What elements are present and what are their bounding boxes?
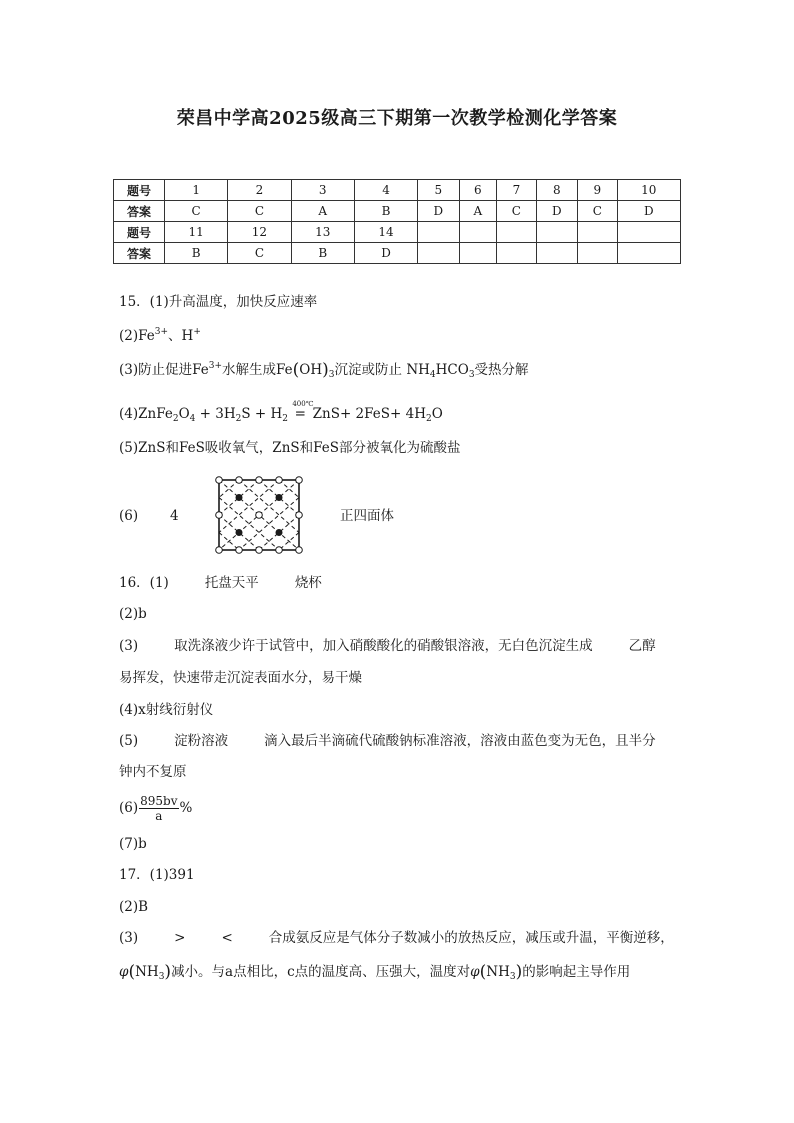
answer-table-row-header: 题号 [114,180,165,201]
answer-table-cell [578,222,618,243]
q15-part6-value: 4 [170,508,179,524]
answer-table-cell: B [354,201,417,222]
q15-part1: 15．(1)升高温度，加快反应速率 [119,294,318,310]
answer-table-cell: 3 [291,180,354,201]
answer-table-cell: 2 [228,180,291,201]
answer-table-cell [617,222,680,243]
reaction-condition: 400℃ [292,400,314,408]
answer-table-row-header: 题号 [114,222,165,243]
answer-table-cell: D [354,243,417,264]
answer-table-cell: 11 [165,222,228,243]
answer-table-row [114,180,681,201]
q17-part1: 17．(1)391 [119,867,195,883]
answer-table-cell [536,222,577,243]
q15-part4-equation: $(4)ZnFe_2O_4 + 3H_2S + H_2$ 400℃ = $ZnS+ 2FeS+ 4H_2O$ [119,404,443,424]
answer-table-cell: D [536,201,577,222]
answer-table-cell: 14 [354,222,417,243]
page-title: 荣昌中学高2025级高三下期第一次教学检测化学答案 [176,108,618,129]
q15-part6-shape: 正四面体 [340,508,394,524]
answer-table-cell: C [165,201,228,222]
answer-table-cell: 13 [291,222,354,243]
q15-part3: (3)防止促进$Fe^{3+}$水解生成$Fe(OH)_3$沉淀或防止 $NH_4HCO_3$受热分解 [119,360,529,380]
answer-table-row [114,222,681,243]
q16-part6: (6) $\frac{895bv}{a}$ % [119,794,193,823]
answer-table-cell: B [165,243,228,264]
q17-part3: (3) > < 合成氨反应是气体分子数减小的放热反应，减压或升温，平衡逆移， [119,930,674,946]
q17-part3-cont: $\varphi(NH_3)$减小。与a点相比，c点的温度高、压强大，温度对$\varphi(NH_3)$的影响起主导作用 [119,962,631,982]
answer-table-cell: A [291,201,354,222]
answer-table-cell [497,222,537,243]
answer-table-cell: 4 [354,180,417,201]
q17-part2: (2)B [119,899,149,915]
answer-table-cell: 9 [578,180,618,201]
answer-table-cell: 5 [418,180,459,201]
answer-table-cell: 10 [617,180,680,201]
answer-table-row-header: 答案 [114,243,165,264]
answer-table-cell [459,243,497,264]
q16-part3-cont: 易挥发，快速带走沉淀表面水分，易干燥 [119,670,362,686]
answer-table-cell: C [228,201,291,222]
answer-table-cell: D [418,201,459,222]
answer-table-cell: 12 [228,222,291,243]
answer-table-cell: C [578,201,618,222]
q16-part7: (7)b [119,836,147,852]
answer-table-cell: 8 [536,180,577,201]
q16-part2: (2)b [119,606,147,622]
answer-table-cell: D [617,201,680,222]
answer-table-cell [459,222,497,243]
answer-table-row-header: 答案 [114,201,165,222]
q15-part6-label: (6) [119,508,139,524]
answer-table-cell: C [497,201,537,222]
fraction: $\frac{895bv}{a}$ [140,794,178,823]
q16-part1: 16．(1) 托盘天平 烧杯 [119,575,322,591]
q16-part3: (3) 取洗涤液少许于试管中，加入硝酸酸化的硝酸银溶液，无白色沉淀生成 乙醇 [119,638,656,654]
answer-table-cell [418,222,459,243]
answer-table-row [114,243,681,264]
q16-part5-cont: 钟内不复原 [119,764,187,780]
q16-part5: (5) 淀粉溶液 滴入最后半滴硫代硫酸钠标准溶液，溶液由蓝色变为无色，且半分 [119,733,656,749]
answer-table-cell: C [228,243,291,264]
answer-table-cell [418,243,459,264]
answer-table-cell: A [459,201,497,222]
q16-part4: (4)x射线衍射仪 [119,702,214,718]
answer-table-cell [617,243,680,264]
answer-table-cell [497,243,537,264]
answer-table-cell: B [291,243,354,264]
q15-part2: $(2)Fe^{3+}$、H+ [119,327,201,344]
answer-table-cell [536,243,577,264]
crystal-lattice-diagram [211,474,307,556]
answer-table-cell: 6 [459,180,497,201]
answer-table-cell: 7 [497,180,537,201]
answer-table-cell: 1 [165,180,228,201]
answer-table-row [114,201,681,222]
q15-part5: (5)ZnS和FeS吸收氧气，ZnS和FeS部分被氧化为硫酸盐 [119,440,461,456]
answer-table [113,179,681,264]
answer-table-cell [578,243,618,264]
